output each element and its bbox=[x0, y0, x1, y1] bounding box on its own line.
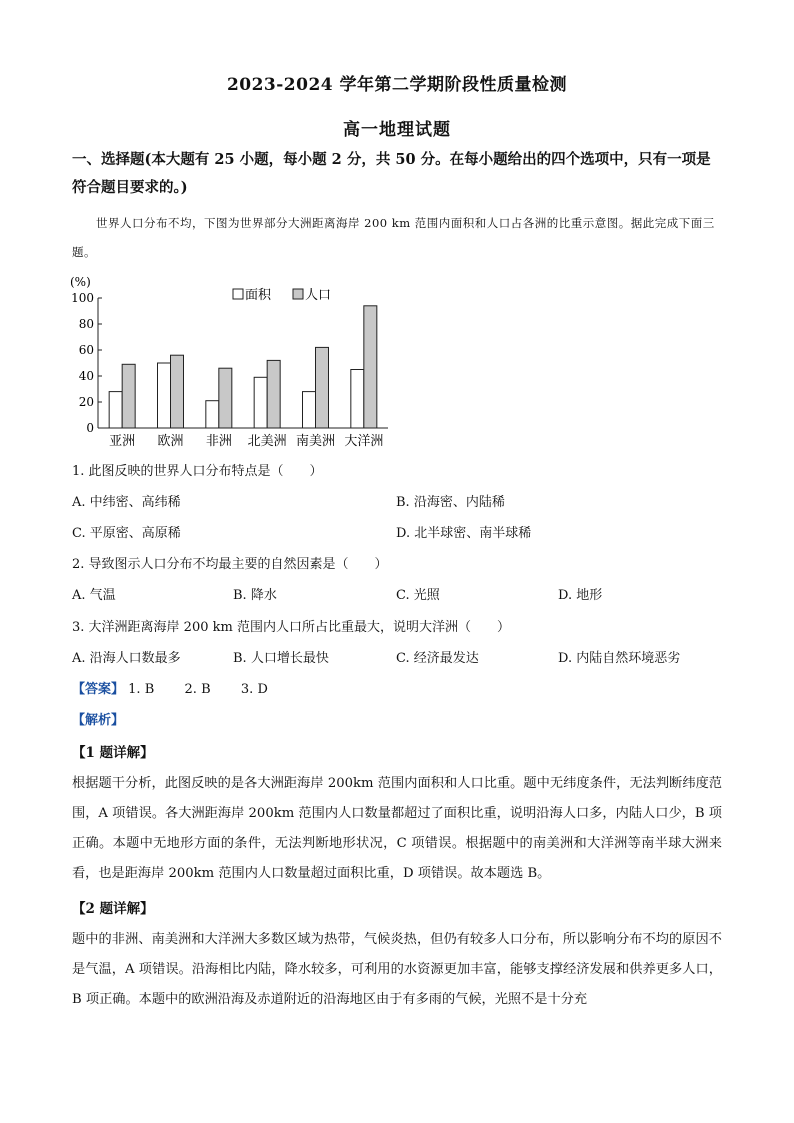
question-3-option-a: A. 沿海人口数最多 bbox=[72, 651, 181, 666]
x-tick-label: 南美洲 bbox=[295, 434, 336, 449]
question-2-option-a: A. 气温 bbox=[72, 588, 116, 603]
bar-population-4 bbox=[316, 347, 329, 428]
question-3-option-d: D. 内陆自然环境恶劣 bbox=[558, 651, 681, 666]
q1-detail-heading: 【1 题详解】 bbox=[72, 745, 154, 761]
bar-population-1 bbox=[171, 355, 184, 428]
question-1-option-d: D. 北半球密、南半球稀 bbox=[396, 526, 532, 541]
bar-population-3 bbox=[267, 360, 280, 428]
x-tick-label: 亚洲 bbox=[109, 434, 136, 449]
y-axis-tick-labels bbox=[71, 291, 94, 435]
question-1-option-b: B. 沿海密、内陆稀 bbox=[396, 495, 505, 510]
answer-item-1: 1. B bbox=[128, 682, 155, 697]
y-tick-label: 0 bbox=[86, 421, 94, 435]
analysis-label: 【解析】 bbox=[72, 713, 125, 728]
question-2-stem: 2. 导致图示人口分布不均最主要的自然因素是（ ） bbox=[72, 557, 388, 572]
answer-item-2: 2. B bbox=[184, 682, 211, 697]
legend-swatch bbox=[233, 289, 243, 299]
q2-detail-heading: 【2 题详解】 bbox=[72, 901, 154, 917]
legend-label: 面积 bbox=[245, 288, 272, 303]
x-tick-label: 大洋洲 bbox=[344, 434, 384, 449]
answer-label: 【答案】 bbox=[72, 682, 125, 697]
x-tick-label: 欧洲 bbox=[157, 434, 184, 449]
question-1-option-c: C. 平原密、高原稀 bbox=[72, 526, 181, 541]
legend-swatch bbox=[293, 289, 303, 299]
bar-area-2 bbox=[206, 401, 219, 428]
x-axis-tick-labels bbox=[109, 433, 383, 449]
bar-population-0 bbox=[122, 364, 135, 428]
question-3-option-b: B. 人口增长最快 bbox=[233, 651, 329, 666]
x-tick-label: 非洲 bbox=[205, 434, 232, 449]
legend-label: 人口 bbox=[305, 288, 332, 303]
question-1-stem: 1. 此图反映的世界人口分布特点是（ ） bbox=[72, 464, 323, 479]
y-axis-unit-label: (%) bbox=[70, 275, 91, 289]
analysis-line bbox=[72, 711, 124, 731]
exam-title: 2023-2024 学年第二学期阶段性质量检测 bbox=[226, 75, 568, 95]
bar-area-3 bbox=[254, 377, 267, 428]
question-3-stem: 3. 大洋洲距离海岸 200 km 范围内人口所占比重最大，说明大洋洲（ ） bbox=[72, 620, 510, 635]
question-2-option-b: B. 降水 bbox=[233, 588, 277, 603]
question-3-option-c: C. 经济最发达 bbox=[396, 651, 479, 666]
population-area-bar-chart bbox=[58, 270, 398, 455]
q2-detail-text: 题中的非洲、南美洲和大洋洲大多数区域为热带，气候炎热，但仍有较多人口分布，所以影响分布不均的原因不是气温，A 项错误。沿海相比内陆，降水较多，可利用的水资源更加丰富，能够支撑经济发展和供养更多人口，B 项正确。本题中的欧洲沿海及赤道附近的沿海地区由于有多雨的气候，光照不是十分充 bbox=[72, 932, 722, 1007]
section-heading: 一、选择题(本大题有 25 小题，每小题 2 分，共 50 分。在每小题给出的四个选项中，只有一项是符合题目要求的。) bbox=[72, 151, 711, 196]
answer-line bbox=[72, 680, 268, 700]
chart-bars bbox=[109, 306, 377, 428]
bar-area-1 bbox=[158, 363, 171, 428]
bar-area-5 bbox=[351, 370, 364, 429]
y-tick-label: 40 bbox=[78, 369, 94, 383]
bar-population-5 bbox=[364, 306, 377, 428]
chart-axes bbox=[98, 298, 388, 428]
answer-item-3: 3. D bbox=[240, 682, 268, 697]
y-tick-label: 80 bbox=[78, 317, 94, 331]
chart-legend bbox=[233, 288, 331, 303]
question-1-option-a: A. 中纬密、高纬稀 bbox=[72, 495, 181, 510]
y-tick-label: 60 bbox=[78, 343, 94, 357]
question-2-option-c: C. 光照 bbox=[396, 588, 440, 603]
exam-subtitle: 高一地理试题 bbox=[343, 120, 451, 140]
y-tick-label: 20 bbox=[78, 395, 94, 409]
bar-area-0 bbox=[109, 392, 122, 428]
bar-area-4 bbox=[303, 392, 316, 428]
question-intro: 世界人口分布不均，下图为世界部分大洲距离海岸 200 km 范围内面积和人口占各洲的比重示意图。据此完成下面三题。 bbox=[72, 216, 715, 259]
bar-population-2 bbox=[219, 368, 232, 428]
x-tick-label: 北美洲 bbox=[247, 434, 287, 449]
y-tick-label: 100 bbox=[71, 291, 94, 305]
q1-detail-text: 根据题干分析，此图反映的是各大洲距海岸 200km 范围内面积和人口比重。题中无纬度条件，无法判断纬度范围，A 项错误。各大洲距海岸 200km 范围内人口数量都超过了面积比重，说明沿海人口多，内陆人口少，B 项正确。本题中无地形方面的条件，无法判断地形状况，C 项错误。根据题中的南美洲和大洋洲等南半球大洲来看，也是距海岸 200km 范围内人口数量超过面积比重，D 项错误。故本题选 B。 bbox=[72, 776, 722, 881]
question-2-option-d: D. 地形 bbox=[558, 588, 603, 603]
